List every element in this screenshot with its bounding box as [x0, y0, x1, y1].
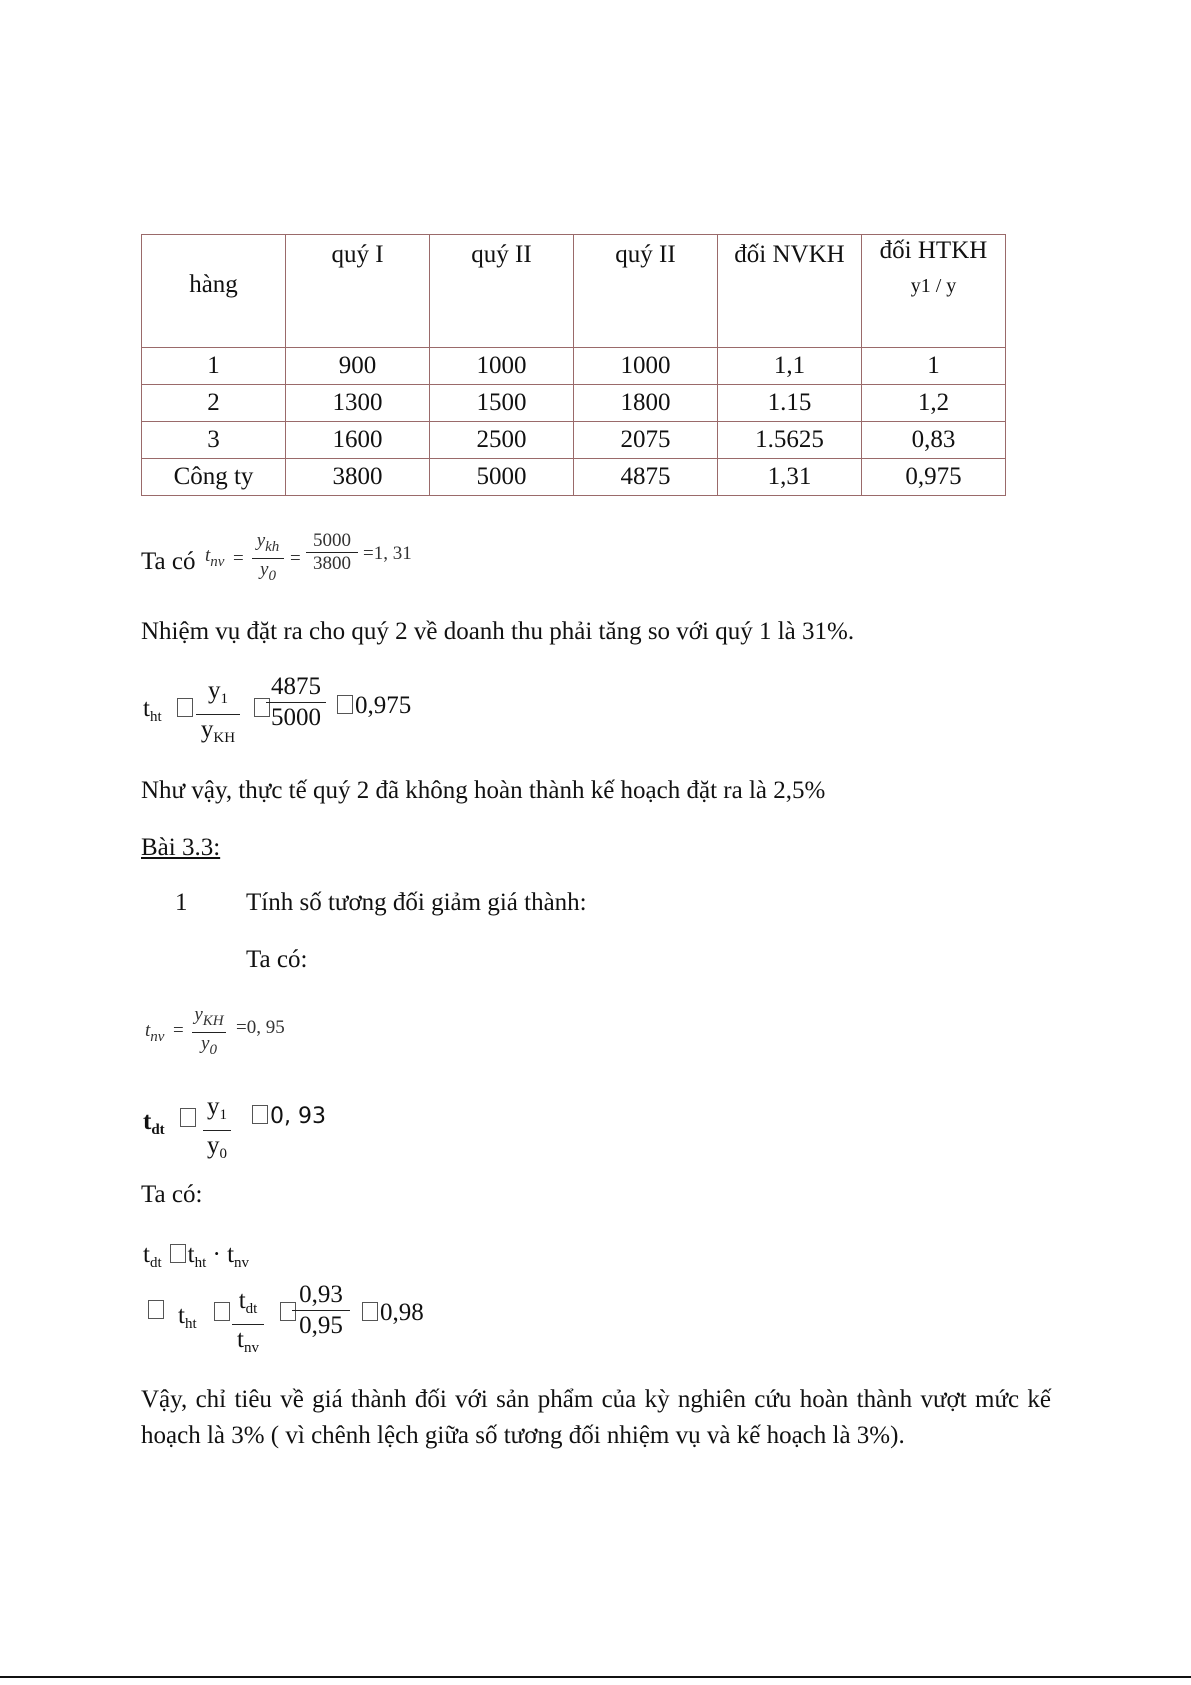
paragraph: Vậy, chỉ tiêu về giá thành đối với sản phẩm của kỳ nghiên cứu hoàn thành vượt mức kế hoạch là 3% ( vì chênh lệch giữa số tương đối nhiệm vụ và kế hoạch là 3%).: [141, 1386, 1051, 1449]
table-cell: 1600: [286, 422, 430, 459]
equals-box: [212, 1298, 232, 1328]
table-cell: 1: [862, 348, 1006, 385]
eq6-fraction2: 0,93 0,95: [292, 1280, 350, 1341]
table-cell: 5000: [430, 459, 574, 496]
eq4-lhs: $t_{dt}$: [143, 1108, 165, 1138]
table-cell: 2500: [430, 422, 574, 459]
eq2-lhs: $t_{ht}$: [143, 695, 162, 725]
header-cell: quý II: [574, 235, 718, 348]
eq1-equals: =: [233, 548, 244, 569]
header-note: y1 / y: [910, 275, 957, 297]
list-number: 1: [175, 889, 188, 916]
table-row: [142, 348, 1006, 385]
equals-box: [175, 694, 195, 724]
eq4-fraction: $y_1$ $y_0$: [203, 1092, 231, 1169]
table-row: [142, 459, 1006, 496]
table-cell: 1,2: [862, 385, 1006, 422]
header-cell: đối NVKH: [718, 235, 862, 348]
eq2-fraction: $y_1$ $y_{KH}$: [196, 676, 240, 753]
eq1-fraction: $y_{kh}$ $y_0$: [252, 530, 284, 587]
implies-box: [146, 1296, 166, 1326]
eq6-fraction: $t_{dt}$ $t_{nv}$: [232, 1286, 264, 1363]
paragraph: Ta có:: [246, 946, 308, 973]
table-row: [142, 385, 1006, 422]
table-cell: 2075: [574, 422, 718, 459]
paragraph: Nhiệm vụ đặt ra cho quý 2 về doanh thu phải tăng so với quý 1 là 31%.: [141, 618, 855, 645]
list-item: Tính số tương đối giảm giá thành:: [246, 889, 587, 916]
eq1-equals2: =: [290, 548, 301, 569]
eq3-lhs: $t_{nv}$: [145, 1020, 165, 1045]
table-cell: 1.5625: [718, 422, 862, 459]
table-cell: 1500: [430, 385, 574, 422]
table-cell: 1000: [430, 348, 574, 385]
table-cell: 1.15: [718, 385, 862, 422]
header-cell: quý I: [286, 235, 430, 348]
paragraph: Ta có:: [141, 1181, 203, 1208]
table-cell: 0,975: [862, 459, 1006, 496]
eq1-prefix: Ta có: [141, 548, 196, 575]
table-cell: 4875: [574, 459, 718, 496]
header-cell: hàng: [142, 235, 286, 348]
eq5: $t_{dt}$ $t_{ht} \cdot t_{nv}$: [143, 1241, 250, 1271]
eq2-fraction2: 4875 5000: [266, 672, 326, 733]
eq3-fraction: $y_{KH}$ $y_0$: [192, 1004, 226, 1061]
table-cell: Công ty: [142, 459, 286, 496]
table-cell: 1000: [574, 348, 718, 385]
table-cell: 1: [142, 348, 286, 385]
table-cell: 1,1: [718, 348, 862, 385]
eq1-fraction2: 5000 3800: [306, 530, 358, 575]
eq3-equals: =: [173, 1020, 184, 1041]
eq4-result: 0, 93: [250, 1102, 326, 1132]
equals-box: [178, 1104, 198, 1134]
eq6-lhs: $t_{ht}$: [178, 1302, 197, 1332]
table-cell: 1,31: [718, 459, 862, 496]
table-cell: 900: [286, 348, 430, 385]
table-cell: 3800: [286, 459, 430, 496]
table-header-row: [142, 235, 1006, 348]
eq1-result: =1, 31: [363, 543, 412, 564]
eq2-result: 0,975: [335, 691, 411, 721]
section-heading: Bài 3.3:: [141, 834, 221, 861]
eq3-result: =0, 95: [236, 1017, 285, 1038]
table-cell: 3: [142, 422, 286, 459]
paragraph: Như vậy, thực tế quý 2 đã không hoàn thành kế hoạch đặt ra là 2,5%: [141, 777, 826, 804]
page-bottom-border: [0, 1676, 1191, 1678]
table-cell: 1800: [574, 385, 718, 422]
table-cell: 1300: [286, 385, 430, 422]
data-table: [141, 234, 1006, 496]
eq1-lhs: $t_{nv}$: [205, 545, 225, 570]
eq6-result: 0,98: [360, 1298, 424, 1328]
header-cell: quý II: [430, 235, 574, 348]
header-cell: đối HTKH y1 / y: [862, 235, 1006, 348]
table-cell: 0,83: [862, 422, 1006, 459]
table-cell: 2: [142, 385, 286, 422]
table-row: [142, 422, 1006, 459]
